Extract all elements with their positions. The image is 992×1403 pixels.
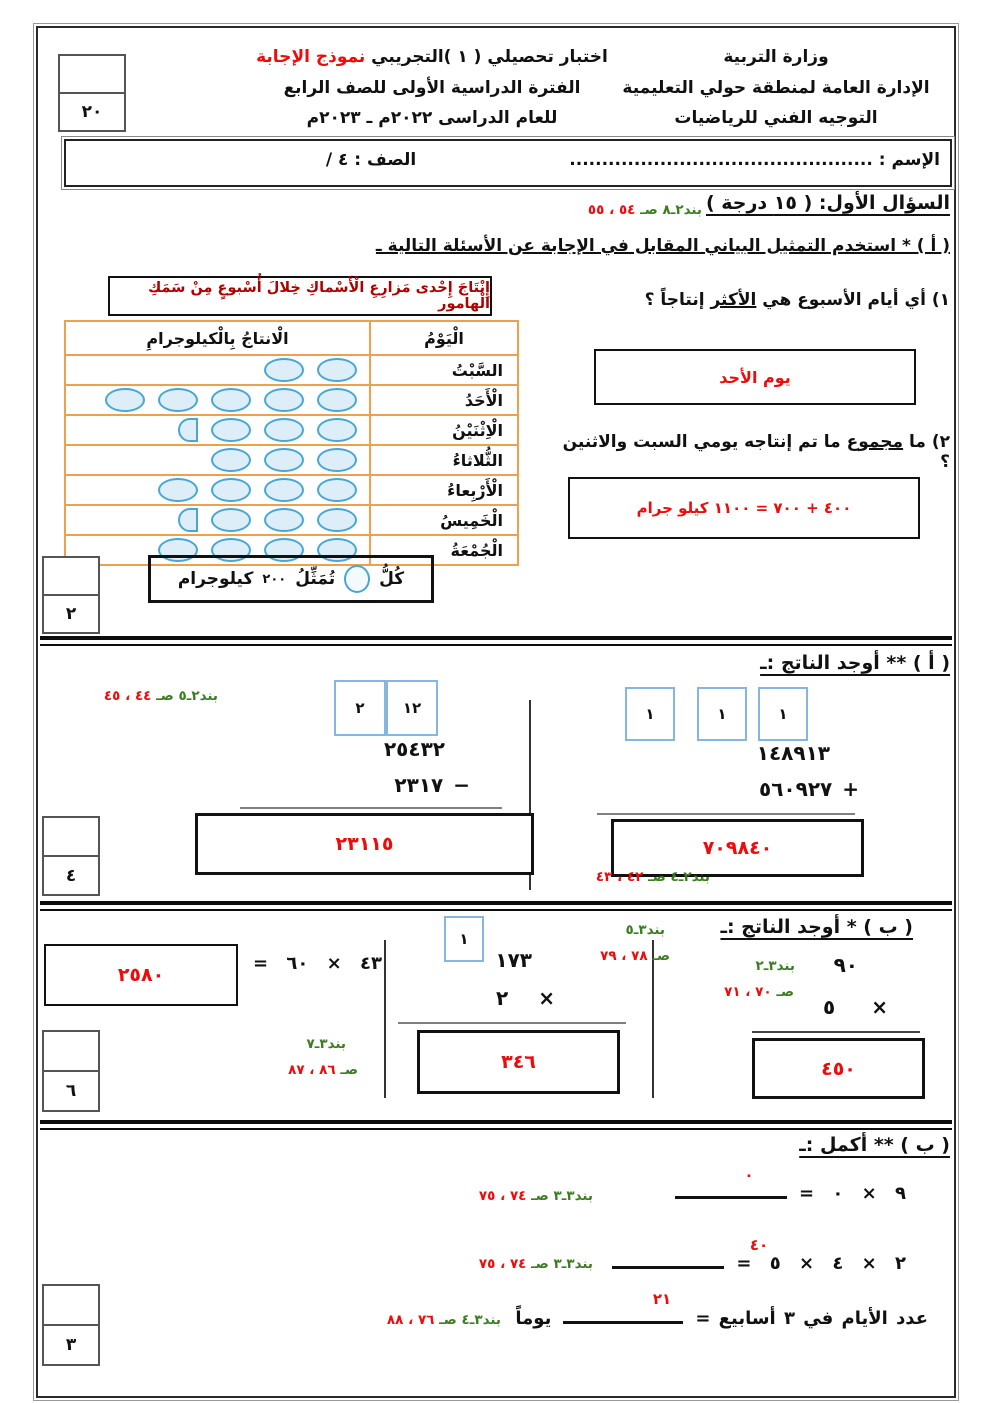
score-box-empty-cell <box>44 1286 98 1326</box>
addition-operand-2 <box>582 777 859 801</box>
curriculum-ref-mult1 <box>720 958 795 974</box>
fish-symbol-icon <box>211 418 251 442</box>
pictograph-day-label: الْاِثْنَيْنُ <box>369 416 517 444</box>
ref-item-label: بند٣ـ٣ صـ <box>531 1256 593 1272</box>
borrow-box: ١٢ <box>386 680 438 736</box>
ref-pages-label: ٥٤ ، ٥٥ <box>587 202 636 218</box>
mult2-operand-2 <box>455 986 555 1010</box>
fish-symbol-icon <box>317 508 357 532</box>
ministry-line-1: وزارة التربية <box>723 47 829 67</box>
item3-answer-value: ٢١ <box>652 1290 672 1308</box>
times-operator: × <box>538 986 555 1010</box>
pictograph-row <box>66 444 517 474</box>
fish-symbol-icon <box>264 358 304 382</box>
pictograph-symbols-cell <box>66 386 369 414</box>
pictograph-day-label: السَّبْتُ <box>369 356 517 384</box>
complete-item-3 <box>508 1308 928 1329</box>
section-divider <box>40 901 952 911</box>
equation-rule <box>597 813 855 815</box>
fish-symbol-icon <box>317 478 357 502</box>
half-fish-symbol-icon <box>178 508 198 532</box>
equation-rule <box>398 1022 626 1024</box>
curriculum-ref-mult3 <box>246 1036 346 1052</box>
item1-answer-value: ٠ <box>744 1166 754 1184</box>
part-b1-score-value: ٦ <box>65 1081 77 1101</box>
item2-answer-value: ٤٠ <box>749 1236 769 1254</box>
mult3-expression <box>236 952 382 974</box>
expression-text: ٤٣ × ٦٠ = <box>253 953 382 974</box>
fish-symbol-icon <box>211 508 251 532</box>
exam-title-text: اختبار تحصيلي ( ١ )التجريبي <box>365 47 608 67</box>
ref-item-label: بند٢ـ٥ صـ <box>156 688 218 704</box>
legend-value: ٢٠٠ <box>262 571 287 587</box>
equation-rule <box>752 1031 920 1033</box>
equation-rule <box>240 807 502 809</box>
carry-box: ١ <box>697 687 747 741</box>
ref-item-label: بند٣ـ٤ صـ <box>439 1312 501 1328</box>
mult3-answer-value: ٢٥٨٠ <box>117 964 165 986</box>
ministry-header <box>606 42 946 134</box>
q2-text-underlined: مجموع <box>846 432 904 452</box>
q1-text-post: إنتاجاً ؟ <box>644 290 711 310</box>
q2-answer-box[interactable] <box>568 477 920 539</box>
curriculum-ref-item3 <box>346 1312 501 1328</box>
fish-symbol-icon <box>264 388 304 412</box>
operand-value: ٢٥٤٣٢ <box>383 737 445 761</box>
fish-symbol-icon <box>264 418 304 442</box>
operand-value: ٩٠ <box>833 953 858 977</box>
ministry-line-3: التوجيه الفني للرياضيات <box>674 108 878 129</box>
q1-text-underlined: الأكثر <box>710 290 757 310</box>
pictograph-symbols-cell <box>66 476 369 504</box>
sub-question-1-text <box>588 290 950 310</box>
item2-answer-blank[interactable] <box>612 1254 724 1269</box>
operand-value: ١٧٣ <box>495 948 532 972</box>
item1-answer-blank[interactable] <box>675 1184 787 1199</box>
part-b2-score-box <box>42 1284 100 1366</box>
curriculum-ref-subtraction <box>66 688 218 704</box>
part-a2-score-value: ٤ <box>65 865 77 886</box>
pictograph-symbols-cell <box>66 356 369 384</box>
subtraction-operand-1 <box>213 737 445 761</box>
expression-text: ٩ × ٠ = <box>799 1183 906 1204</box>
ref-item-label: بند٣ـ٥ <box>625 922 665 938</box>
part-b2-score-value: ٣ <box>65 1335 77 1355</box>
fish-symbol-icon <box>105 388 145 412</box>
pictograph-legend-box <box>148 555 434 603</box>
q1-answer-box[interactable] <box>594 349 916 405</box>
pictograph-body <box>66 356 517 564</box>
mult1-operand-2 <box>770 995 888 1019</box>
legend-represents-label: تُمَثِّلُ <box>295 569 336 589</box>
ministry-line-2: الإدارة العامة لمنطقة حولي التعليمية <box>622 77 930 98</box>
part-b1-score-box <box>42 1030 100 1112</box>
pictograph-symbols-cell <box>66 416 369 444</box>
fish-symbol-icon <box>264 508 304 532</box>
ref-item-label: بند٢ـ٤ صـ <box>648 869 710 885</box>
half-fish-symbol-icon <box>178 418 198 442</box>
ref-pages-label: ٤٢ ، ٤٣ <box>595 869 644 885</box>
part-a2-title: ( أ ) ** أوجد الناتج :ـ <box>760 652 950 674</box>
addition-operand-1 <box>605 741 830 765</box>
ref-item-label: بند٣ـ٣ صـ <box>531 1188 593 1204</box>
score-box-empty-cell <box>44 818 98 857</box>
total-score-value: ٢٠ <box>81 102 103 122</box>
legend-unit-label: كيلوجرام <box>177 569 254 589</box>
pictograph-row <box>66 474 517 504</box>
score-box-empty-cell <box>44 558 98 596</box>
column-separator <box>384 940 386 1098</box>
curriculum-ref-item1 <box>438 1188 593 1204</box>
part-b2-title: ( ب ) ** أكمل :ـ <box>799 1134 950 1156</box>
pictograph-title: إِنْتَاجَ إِحْدى مَزارِعِ الْأَسْماكِ خِلالَ أُسْبوعٍ مِنْ سَمَكِ الْهامور <box>147 280 490 312</box>
pictograph-day-label: الْأَحَدُ <box>369 386 517 414</box>
borrow-box: ٢ <box>334 680 386 736</box>
pictograph-day-label: الْخَمِيسُ <box>369 506 517 534</box>
curriculum-ref-item2 <box>438 1256 593 1272</box>
mult2-answer-box[interactable] <box>417 1030 620 1094</box>
operand-value: ٥ <box>823 995 836 1019</box>
student-name-field[interactable]: الإسم : ............................................... <box>569 150 940 170</box>
carry-box: ١ <box>625 687 675 741</box>
mult1-operand-1 <box>788 953 858 977</box>
fish-symbol-icon <box>317 418 357 442</box>
exam-title-line-1 <box>256 42 608 73</box>
item3-text-post: يوماً <box>515 1308 552 1329</box>
ref-pages-label: ٧٠ ، ٧١ <box>724 984 772 1000</box>
ref-item-label: بند٣ـ٢ <box>755 958 795 974</box>
ref-page-prefix: صـ <box>652 948 670 964</box>
carry-box: ١ <box>758 687 808 741</box>
pictograph-day-label: الثُّلاثاءُ <box>369 446 517 474</box>
answer-key-label: نموذج الإجابة <box>256 47 366 67</box>
carry-box: ١ <box>444 916 484 962</box>
exam-title-line-2: الفترة الدراسية الأولى للصف الرابع <box>283 77 581 98</box>
subtraction-answer-box[interactable] <box>195 813 534 875</box>
subtraction-answer-value: ٢٣١١٥ <box>335 833 394 855</box>
operand-value: ٢٣١٧ <box>394 773 444 797</box>
pictograph-symbols-cell <box>66 506 369 534</box>
fish-symbol-icon <box>317 358 357 382</box>
fish-symbol-icon <box>317 448 357 472</box>
q2-text-post: ما تم إنتاجه يومي السبت والاثنين ؟ <box>562 432 950 472</box>
score-box-empty-cell <box>44 1032 98 1072</box>
times-operator: × <box>871 995 888 1019</box>
q1-answer-text: يوم الأحد <box>719 367 791 387</box>
curriculum-ref-mult2 <box>590 922 665 938</box>
item3-answer-blank[interactable] <box>563 1309 683 1324</box>
curriculum-ref-q1 <box>552 202 702 218</box>
production-column-header: الْانتاجُ بِالْكيلوجرامِ <box>146 328 289 348</box>
part-a1-score-value: ٢ <box>65 604 77 624</box>
mult3-answer-box[interactable] <box>44 944 238 1006</box>
ref-pages-label: ٧٦ ، ٨٨ <box>386 1312 435 1328</box>
q1-text-pre: ١) أي أيام الأسبوع هي <box>756 290 950 310</box>
mult1-answer-value: ٤٥٠ <box>821 1057 856 1080</box>
part-a1-score-box <box>42 556 100 634</box>
section-divider <box>40 636 952 646</box>
ref-item-label: بند٢ـ٨ صـ <box>640 202 702 218</box>
student-info-bar <box>64 139 952 187</box>
score-box-empty-cell <box>60 56 124 94</box>
operand-value: ٥٦٠٩٢٧ <box>758 777 833 801</box>
subtraction-operand-2 <box>240 773 470 797</box>
pictograph-row <box>66 384 517 414</box>
part-a1-instruction: ( أ ) * استخدم التمثيل البياني المقابل في الإجابة عن الأسئلة التالية ـ <box>375 236 950 256</box>
complete-item-1 <box>638 1183 906 1204</box>
exam-title-block <box>256 42 608 134</box>
class-field[interactable]: الصف : ٤ / <box>325 150 417 170</box>
legend-each-label: كُلُّ <box>379 569 405 589</box>
pictograph-header-row <box>66 322 517 356</box>
total-score-box <box>58 54 126 132</box>
item3-text-pre: عدد الأيام في ٣ أسابيع = <box>695 1308 928 1329</box>
ref-pages-label: ٧٨ ، ٧٩ <box>600 948 648 964</box>
plus-operator: + <box>842 777 859 801</box>
pictograph-row <box>66 356 517 384</box>
mult2-operand-1 <box>440 948 532 972</box>
pictograph-title-box <box>108 276 492 316</box>
curriculum-ref-mult3-pages <box>240 1062 358 1078</box>
mult2-answer-value: ٣٤٦ <box>501 1051 536 1073</box>
pictograph-day-label: الْأَرْبِعاءُ <box>369 476 517 504</box>
sub-question-2-text <box>558 432 950 472</box>
curriculum-ref-addition <box>560 869 710 885</box>
mult1-answer-box[interactable] <box>752 1038 925 1099</box>
fish-symbol-icon <box>264 478 304 502</box>
operand-value: ١٤٨٩١٣ <box>756 741 830 765</box>
pictograph-table <box>64 320 519 566</box>
pictograph-symbols-cell <box>66 446 369 474</box>
pictograph-day-label: الْجُمْعَةُ <box>369 536 517 564</box>
curriculum-ref-mult2-pages <box>552 948 670 964</box>
q2-answer-text: ٤٠٠ + ٧٠٠ = ١١٠٠ كيلو جرام <box>636 499 852 517</box>
ref-pages-label: ٧٤ ، ٧٥ <box>478 1188 527 1204</box>
fish-symbol-icon <box>158 478 198 502</box>
addition-answer-value: ٧٠٩٨٤٠ <box>702 837 773 859</box>
ref-pages-label: ٧٤ ، ٧٥ <box>478 1256 527 1272</box>
ref-item-label: بند٣ـ٧ <box>306 1036 346 1052</box>
fish-symbol-icon <box>158 388 198 412</box>
ref-page-prefix: صـ <box>776 984 794 1000</box>
operand-value: ٢ <box>496 986 509 1010</box>
ref-pages-label: ٨٦ ، ٨٧ <box>288 1062 336 1078</box>
complete-item-2 <box>608 1253 906 1274</box>
fish-symbol-icon <box>211 478 251 502</box>
fish-symbol-icon <box>211 448 251 472</box>
expression-text: ٢ × ٤ × ٥ = <box>736 1253 906 1274</box>
day-column-header: الْيَوْمُ <box>369 322 517 354</box>
pictograph-row <box>66 414 517 444</box>
section-divider <box>40 1120 952 1130</box>
question-1-title: السؤال الأول: ( ١٥ درجة ) <box>705 192 950 214</box>
exam-title-line-3: للعام الدراسى ٢٠٢٢م ـ ٢٠٢٣م <box>306 108 558 129</box>
fish-symbol-icon <box>317 388 357 412</box>
ref-page-prefix: صـ <box>340 1062 358 1078</box>
pictograph-row <box>66 504 517 534</box>
part-b1-title: ( ب ) * أوجد الناتج :ـ <box>720 916 913 938</box>
part-a2-score-box <box>42 816 100 896</box>
q2-text-pre: ٢) ما <box>903 432 950 452</box>
minus-operator: − <box>453 773 470 797</box>
fish-symbol-icon <box>344 565 370 593</box>
fish-symbol-icon <box>211 388 251 412</box>
ref-pages-label: ٤٤ ، ٤٥ <box>103 688 152 704</box>
fish-symbol-icon <box>264 448 304 472</box>
